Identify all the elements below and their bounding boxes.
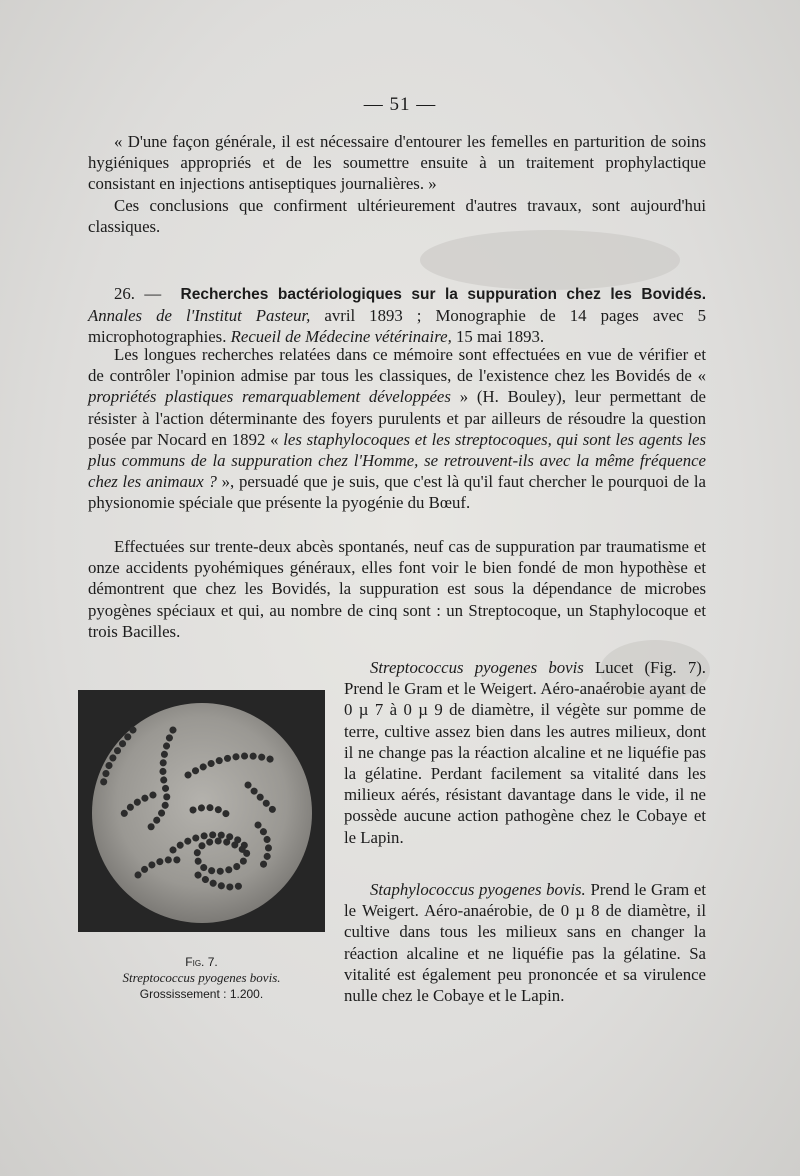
staphylo-paragraph: [344, 879, 706, 1006]
streptococcus-description: [344, 657, 706, 848]
bleed-through-smudge: [420, 230, 680, 290]
entry-26: [88, 283, 706, 348]
figure-species: Streptococcus pyogenes bovis.: [122, 970, 281, 985]
staphylococcus-description: [344, 879, 706, 1006]
para1-italic-quote: propriétés plastiques remarquablement développées: [88, 387, 451, 407]
para1-italic-question: les staphylocoques et les streptocoques, qui sont les agents les plus communs de la suppuration chez l'Homme, se retrouvent-ils avec la même fréquence chez les animaux ?: [88, 429, 706, 492]
staphylo-name: Staphylococcus pyogenes bovis.: [370, 880, 586, 899]
entry-title: Recherches bactériologiques sur la suppuration chez les Bovidés.: [180, 286, 706, 303]
entry-source-journal: Annales de l'Institut Pasteur,: [88, 306, 311, 326]
entry-source-details: avril 1893 ; Monographie de 14 pages avec 5 microphotographies.: [88, 306, 706, 347]
intro-quote: « D'une façon générale, il est nécessaire d'entourer les femelles en parturition de soins hygiéniques appropriés et de les soumettre ensuite à un traitement prophylactique consistant en injections antiseptiques journalières. »: [88, 132, 706, 194]
intro-conclusion: Ces conclusions que confirment ultérieurement d'autres travaux, sont aujourd'hui classiques.: [88, 195, 706, 236]
strepto-paragraph: [344, 657, 706, 848]
paragraph-2-text: Effectuées sur trente-deux abcès spontanés, neuf cas de suppuration par traumatisme et onze accidents pyohémiques généraux, elles font voir le bien fondé de mon hypothèse et démontrent que chez les Bovidés, la suppuration est sous la dépendance de microbes pyogènes spéciaux et qui, au nombre de cinq sont : un Streptocoque, un Staphylocoque et trois Bacilles.: [88, 537, 706, 641]
paragraph-1-text: [88, 344, 706, 514]
figure-magnification: Grossissement : 1.200.: [139, 987, 264, 1001]
para1-part2: » (H. Bouley), leur permettant de résister à l'action déterminante des foyers purulents et par ailleurs de résoudre la question posée par Nocard en 1892 «: [88, 387, 706, 449]
entry-source-date: 15 mai 1893.: [455, 327, 545, 347]
entry-source-journal-2: Recueil de Médecine vétérinaire,: [230, 327, 452, 347]
strepto-author: Lucet (Fig. 7).: [595, 658, 707, 677]
entry-26-header: [88, 283, 706, 348]
intro-block: [88, 131, 706, 237]
para1-part1: Les longues recherches relatées dans ce mémoire sont effectuées en vue de vérifier et de contrôler l'opinion admise par tous les classiques, de l'existence chez les Bovidés de «: [88, 345, 706, 386]
micrograph-image: [78, 690, 325, 932]
strepto-name: Streptococcus pyogenes bovis: [370, 658, 584, 677]
para1-part3: », persuadé que je suis, que c'est là qu'il faut chercher le pourquoi de la physionomie spéciale que présente la pyogénie du Bœuf.: [88, 472, 706, 513]
streptococcus-micrograph: [78, 690, 325, 932]
figure-caption: [78, 954, 325, 1002]
strepto-text: Prend le Gram et le Weigert. Aéro-anaérobie ayant de 0 µ 7 à 0 µ 9 de diamètre, il végète sur pomme de terre, cultive assez bien dans les autres milieux, dont il ne change pas la réaction alcaline et ne liquéfie pas la gélatine. Perdant facilement sa vitalité dans les milieux aérés, résistant davantage dans le vide, il ne possède aucune action pathogène chez le Cobaye et le Lapin.: [344, 679, 706, 847]
entry-number: 26. —: [114, 284, 162, 303]
staphylo-text: Prend le Gram et le Weigert. Aéro-anaérobie, de 0 µ 8 de diamètre, il cultive dans tous les milieux sans en changer la réaction alcaline et ne liquéfie pas la gélatine. Sa vitalité est également peu prononcée et sa virulence nulle chez le Cobaye et le Lapin.: [344, 880, 706, 1006]
page-number: — 51 —: [363, 94, 437, 115]
paragraph-2: [88, 536, 706, 642]
figure-label: Fig. 7.: [185, 955, 218, 969]
paragraph-1: [88, 344, 706, 514]
